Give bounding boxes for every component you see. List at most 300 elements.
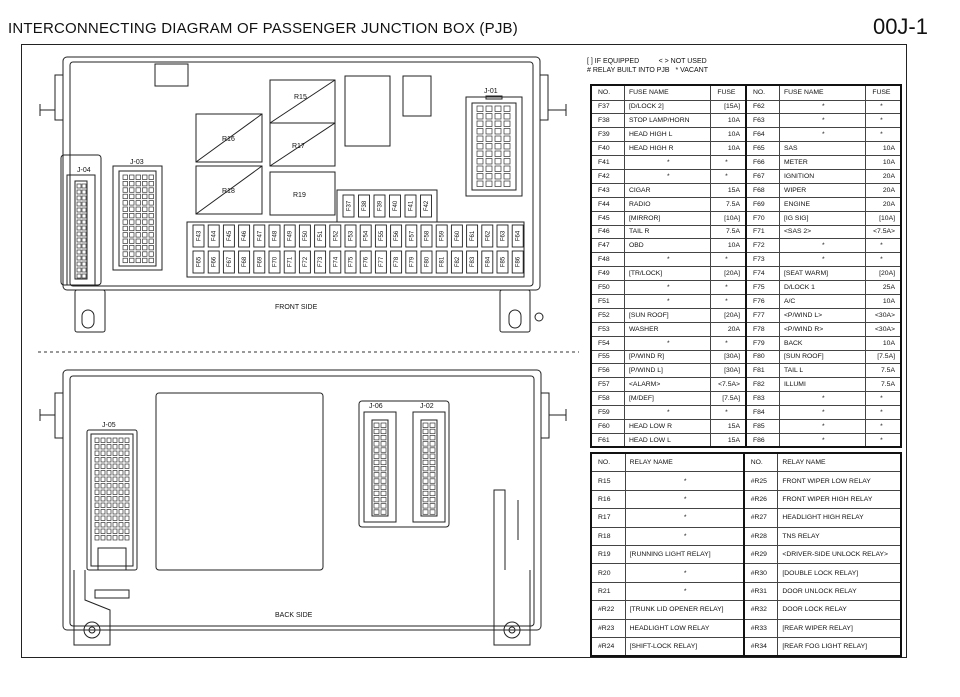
connector-pin: [136, 181, 141, 186]
fuse-rating: *: [710, 156, 746, 170]
relay-label-r18: R18: [222, 188, 235, 195]
fuse-cell-label: F75: [348, 256, 355, 268]
fuse-no: F76: [746, 294, 779, 308]
fuse-rating: [7.5A]: [865, 350, 901, 364]
fuse-row: [591, 294, 901, 308]
connector-pin: [374, 510, 379, 515]
fuse-no: F51: [591, 294, 624, 308]
connector-pin: [125, 536, 129, 541]
connector-pin: [101, 438, 105, 443]
header-no: NO.: [591, 85, 624, 100]
connector-pin: [486, 159, 492, 165]
connector-pin: [113, 510, 117, 515]
fuse-row: [591, 364, 901, 378]
connector-pin: [95, 464, 99, 469]
connector-pin: [125, 523, 129, 528]
connector-pin: [136, 213, 141, 218]
fuse-cell-label: F70: [272, 256, 279, 268]
connector-pin: [143, 239, 148, 244]
fuse-name: ILLUMI: [779, 378, 865, 392]
connector-pin: [77, 196, 81, 200]
fuse-rating: 7.5A: [865, 378, 901, 392]
connector-pin: [504, 144, 510, 150]
connector-pin: [82, 202, 86, 206]
connector-pin: [123, 226, 128, 231]
fuse-no: F68: [746, 183, 779, 197]
connector-pin: [101, 451, 105, 456]
relay-no: #R28: [744, 527, 778, 545]
connector-pin: [430, 435, 435, 440]
connector-label-j04: J-04: [77, 167, 91, 174]
connector-pin: [477, 181, 483, 187]
connector-pin: [95, 438, 99, 443]
connector-pin: [107, 484, 111, 489]
connector-pin: [101, 464, 105, 469]
fuse-name: HEAD LOW L: [624, 433, 710, 447]
fuse-no: F47: [591, 239, 624, 253]
fuse-row: [591, 211, 901, 225]
connector-pin: [107, 503, 111, 508]
fuse-no: F59: [591, 406, 624, 420]
fuse-cell-label: F51: [318, 230, 325, 242]
connector-pin: [423, 466, 428, 471]
fuse-no: F61: [591, 433, 624, 447]
connector-pin: [77, 208, 81, 212]
fuse-row: [591, 378, 901, 392]
fuse-no: F81: [746, 364, 779, 378]
connector-pin: [430, 466, 435, 471]
fuse-row: [591, 322, 901, 336]
relay-no: #R26: [744, 490, 778, 508]
fuse-rating: 7.5A: [710, 197, 746, 211]
fuse-name: [M/DEF]: [624, 392, 710, 406]
fuse-cell-label: F52: [333, 230, 340, 242]
fuse-cell-label: F67: [226, 256, 233, 268]
connector-pin: [149, 207, 154, 212]
connector-pin: [119, 516, 123, 521]
front-side-label: FRONT SIDE: [275, 304, 318, 311]
fuse-name: *: [779, 406, 865, 420]
legend: [587, 57, 708, 75]
fuse-rating: <30A>: [865, 308, 901, 322]
fuse-rating: 10A: [710, 128, 746, 142]
connector-pin: [149, 245, 154, 250]
fuse-no: F46: [591, 225, 624, 239]
fuse-table: [590, 84, 902, 448]
relay-no: #R23: [591, 619, 625, 637]
fuse-no: F73: [746, 253, 779, 267]
relay-row: [591, 637, 901, 656]
relay-no: #R31: [744, 582, 778, 600]
connector-pin: [486, 174, 492, 180]
connector-pin: [423, 485, 428, 490]
fuse-cell-label: F56: [394, 230, 401, 242]
fuse-rating: [30A]: [710, 350, 746, 364]
legend-line-1: [ ] IF EQUIPPED < > NOT USED: [587, 58, 707, 65]
fuse-name: METER: [779, 156, 865, 170]
fuse-row: [591, 253, 901, 267]
fuse-name: *: [624, 294, 710, 308]
connector-pin: [82, 196, 86, 200]
fuse-rating: *: [865, 100, 901, 114]
fuse-no: F69: [746, 197, 779, 211]
relay-no: #R29: [744, 545, 778, 563]
connector-pin: [130, 252, 135, 256]
connector-pin: [486, 166, 492, 172]
fuse-cell-label: F41: [408, 200, 415, 212]
connector-pin: [82, 232, 86, 236]
header-no: NO.: [746, 85, 779, 100]
fuse-cell-label: F48: [272, 230, 279, 242]
connector-pin: [107, 438, 111, 443]
connector-pin: [113, 477, 117, 482]
fuse-rating: [30A]: [710, 364, 746, 378]
connector-pin: [477, 159, 483, 165]
connector-pin: [423, 497, 428, 502]
connector-pin: [136, 245, 141, 250]
connector-pin: [113, 503, 117, 508]
relay-no: #R30: [744, 564, 778, 582]
fuse-name: [SUN ROOF]: [624, 308, 710, 322]
fuse-no: F44: [591, 197, 624, 211]
fuse-rating: *: [710, 336, 746, 350]
fuse-no: F38: [591, 114, 624, 128]
connector-pin: [130, 213, 135, 218]
connector-pin: [95, 484, 99, 489]
fuse-row: [591, 156, 901, 170]
fuse-rating: 10A: [865, 156, 901, 170]
relay-no: #R33: [744, 619, 778, 637]
connector-pin: [136, 220, 141, 225]
fuse-rating: *: [865, 433, 901, 447]
fuse-no: F74: [746, 267, 779, 281]
connector-pin: [136, 201, 141, 206]
fuse-name: [MIRROR]: [624, 211, 710, 225]
page-title: INTERCONNECTING DIAGRAM OF PASSENGER JUNCTION BOX (PJB): [8, 20, 518, 37]
fuse-rating: *: [865, 253, 901, 267]
connector-pin: [119, 464, 123, 469]
connector-pin: [77, 256, 81, 260]
fuse-no: F55: [591, 350, 624, 364]
connector-pin: [381, 473, 386, 478]
connector-pin: [136, 207, 141, 212]
connector-pin: [143, 245, 148, 250]
connector-pin: [82, 268, 86, 272]
connector-pin: [119, 477, 123, 482]
connector-pin: [486, 114, 492, 120]
fuse-cell-label: F39: [377, 200, 384, 212]
connector-pin: [125, 477, 129, 482]
connector-pin: [486, 129, 492, 135]
relay-name: *: [625, 490, 744, 508]
relay-name: *: [625, 582, 744, 600]
connector-pin: [477, 174, 483, 180]
connector-pin: [107, 497, 111, 502]
connector-label-j01: J-01: [484, 88, 498, 95]
fuse-row: [591, 239, 901, 253]
header-relay-name: RELAY NAME: [778, 453, 901, 472]
connector-pin: [119, 529, 123, 534]
connector-pin: [143, 188, 148, 193]
fuse-no: F62: [746, 100, 779, 114]
fuse-cell-label: F45: [226, 230, 233, 242]
connector-pin: [130, 245, 135, 250]
connector-pin: [95, 523, 99, 528]
fuse-cell-label: F59: [439, 230, 446, 242]
fuse-name: *: [779, 239, 865, 253]
fuse-rating: 15A: [710, 183, 746, 197]
relay-no: R15: [591, 472, 625, 490]
connector-pin: [423, 504, 428, 509]
connector-label-j05: J-05: [102, 422, 116, 429]
fuse-no: F63: [746, 114, 779, 128]
connector-pin: [125, 464, 129, 469]
relay-name: [REAR WIPER RELAY]: [778, 619, 901, 637]
connector-pin: [77, 238, 81, 242]
fuse-name: [SUN ROOF]: [779, 350, 865, 364]
connector-pin: [113, 464, 117, 469]
fuse-name: TAIL R: [624, 225, 710, 239]
connector-pin: [430, 479, 435, 484]
fuse-cell-label: F83: [470, 256, 477, 268]
connector-pin: [82, 262, 86, 266]
connector-pin: [423, 473, 428, 478]
fuse-rating: *: [865, 128, 901, 142]
fuse-cell-label: F53: [348, 230, 355, 242]
connector-pin: [77, 184, 81, 188]
connector-pin: [119, 484, 123, 489]
fuse-no: F49: [591, 267, 624, 281]
relay-no: #R25: [744, 472, 778, 490]
connector-pin: [374, 491, 379, 496]
fuse-name: STOP LAMP/HORN: [624, 114, 710, 128]
connector-pin: [477, 144, 483, 150]
fuse-no: F72: [746, 239, 779, 253]
connector-pin: [504, 121, 510, 127]
connector-pin: [504, 106, 510, 112]
connector-pin: [113, 529, 117, 534]
connector-pin: [130, 181, 135, 186]
connector-pin: [374, 454, 379, 459]
connector-pin: [495, 159, 501, 165]
relay-no: #R22: [591, 601, 625, 619]
connector-pin: [101, 477, 105, 482]
connector-label-j03: J-03: [130, 159, 144, 166]
connector-pin: [113, 523, 117, 528]
connector-pin: [82, 238, 86, 242]
connector-pin: [136, 188, 141, 193]
connector-pin: [423, 479, 428, 484]
relay-row: [591, 490, 901, 508]
connector-pin: [143, 258, 148, 263]
fuse-cell-label: F65: [196, 256, 203, 268]
fuse-row: [591, 225, 901, 239]
connector-pin: [130, 226, 135, 231]
connector-pin: [149, 213, 154, 218]
connector-pin: [107, 477, 111, 482]
connector-pin: [101, 536, 105, 541]
fuse-rating: 7.5A: [865, 364, 901, 378]
relay-no: R19: [591, 545, 625, 563]
connector-pin: [95, 503, 99, 508]
connector-pin: [143, 181, 148, 186]
connector-pin: [486, 136, 492, 142]
connector-pin: [77, 202, 81, 206]
page-code: 00J-1: [872, 14, 928, 39]
connector-j06: [364, 412, 396, 522]
relay-name: DOOR LOCK RELAY: [778, 601, 901, 619]
connector-pin: [130, 175, 135, 180]
connector-pin: [101, 523, 105, 528]
fuse-no: F66: [746, 156, 779, 170]
relay-name: [TRUNK LID OPENER RELAY]: [625, 601, 744, 619]
connector-pin: [504, 159, 510, 165]
fuse-name: RADIO: [624, 197, 710, 211]
relay-no: R17: [591, 509, 625, 527]
connector-pin: [504, 129, 510, 135]
connector-pin: [504, 136, 510, 142]
connector-pin: [136, 194, 141, 199]
relay-no: #R34: [744, 637, 778, 656]
fuse-cell-label: F71: [287, 256, 294, 268]
relay-name: FRONT WIPER HIGH RELAY: [778, 490, 901, 508]
fuse-cell-label: F81: [439, 256, 446, 268]
connector-pin: [423, 448, 428, 453]
connector-pin: [125, 445, 129, 450]
fuse-no: F71: [746, 225, 779, 239]
fuse-cell-label: F64: [515, 230, 522, 242]
connector-pin: [381, 497, 386, 502]
connector-pin: [381, 466, 386, 471]
connector-pin: [504, 114, 510, 120]
connector-j01: [466, 97, 522, 196]
fuse-name: *: [624, 281, 710, 295]
connector-pin: [101, 516, 105, 521]
fuse-cell-label: F43: [196, 230, 203, 242]
relay-label-r15: R15: [294, 94, 307, 101]
fuse-cell-label: F69: [257, 256, 264, 268]
fuse-rating: [10A]: [865, 211, 901, 225]
connector-pin: [77, 226, 81, 230]
connector-pin: [423, 423, 428, 428]
fuse-rating: 20A: [865, 183, 901, 197]
fuse-no: F39: [591, 128, 624, 142]
fuse-row: [591, 142, 901, 156]
relay-name: [RUNNING LIGHT RELAY]: [625, 545, 744, 563]
connector-pin: [119, 510, 123, 515]
fuse-name: A/C: [779, 294, 865, 308]
connector-pin: [82, 208, 86, 212]
connector-pin: [149, 181, 154, 186]
fuse-row: [591, 433, 901, 447]
connector-pin: [107, 529, 111, 534]
fuse-name: [IG SIG]: [779, 211, 865, 225]
fuse-no: F37: [591, 100, 624, 114]
connector-pin: [77, 244, 81, 248]
connector-pin: [486, 144, 492, 150]
fuse-cell-label: F77: [378, 256, 385, 268]
fuse-rating: 25A: [865, 281, 901, 295]
fuse-rating: [20A]: [710, 267, 746, 281]
fuse-row: [591, 308, 901, 322]
fuse-name: *: [624, 406, 710, 420]
connector-pin: [119, 490, 123, 495]
relay-row: [591, 601, 901, 619]
fuse-cell-label: F44: [211, 230, 218, 242]
fuse-no: F80: [746, 350, 779, 364]
connector-pin: [430, 504, 435, 509]
connector-pin: [136, 226, 141, 231]
connector-pin: [107, 523, 111, 528]
connector-pin: [107, 464, 111, 469]
fuse-name: *: [779, 392, 865, 406]
connector-pin: [381, 454, 386, 459]
connector-pin: [125, 529, 129, 534]
connector-pin: [149, 252, 154, 256]
relay-name: [REAR FOG LIGHT RELAY]: [778, 637, 901, 656]
fuse-row: [591, 392, 901, 406]
fuse-rating: <7.5A>: [710, 378, 746, 392]
connector-pin: [113, 451, 117, 456]
fuse-cell-label: F38: [362, 200, 368, 212]
fuse-cell-label: F55: [378, 230, 385, 242]
fuse-rating: *: [710, 406, 746, 420]
fuse-cell-label: F72: [302, 256, 309, 268]
connector-label-j02: J-02: [420, 403, 434, 410]
fuse-cell-label: F73: [318, 256, 325, 268]
connector-pin: [504, 181, 510, 187]
connector-pin: [486, 181, 492, 187]
connector-pin: [95, 516, 99, 521]
connector-pin: [77, 220, 81, 224]
connector-pin: [143, 233, 148, 238]
fuse-cell-label: F85: [500, 256, 507, 268]
fuse-cell-label: F79: [409, 256, 416, 268]
connector-pin: [125, 516, 129, 521]
fuse-no: F64: [746, 128, 779, 142]
fuse-rating: *: [865, 114, 901, 128]
connector-pin: [430, 423, 435, 428]
connector-pin: [107, 471, 111, 476]
fuse-name: D/LOCK 1: [779, 281, 865, 295]
fuse-name: *: [779, 419, 865, 433]
connector-pin: [101, 497, 105, 502]
connector-pin: [130, 233, 135, 238]
connector-pin: [136, 252, 141, 256]
header-fuse: FUSE: [865, 85, 901, 100]
connector-pin: [113, 445, 117, 450]
fuse-rating: 15A: [710, 433, 746, 447]
connector-pin: [107, 536, 111, 541]
fuse-no: F58: [591, 392, 624, 406]
connector-pin: [82, 250, 86, 254]
connector-pin: [101, 510, 105, 515]
fuse-cell-label: F46: [242, 230, 249, 242]
fuse-cell-label: F63: [500, 230, 507, 242]
fuse-name: *: [779, 128, 865, 142]
connector-pin: [143, 207, 148, 212]
connector-pin: [125, 497, 129, 502]
connector-pin: [123, 252, 128, 256]
connector-pin: [101, 529, 105, 534]
header-no: NO.: [744, 453, 778, 472]
fuse-name: ENGINE: [779, 197, 865, 211]
connector-pin: [123, 258, 128, 263]
header-relay-name: RELAY NAME: [625, 453, 744, 472]
connector-pin: [495, 114, 501, 120]
relay-name: FRONT WIPER LOW RELAY: [778, 472, 901, 490]
connector-pin: [374, 448, 379, 453]
